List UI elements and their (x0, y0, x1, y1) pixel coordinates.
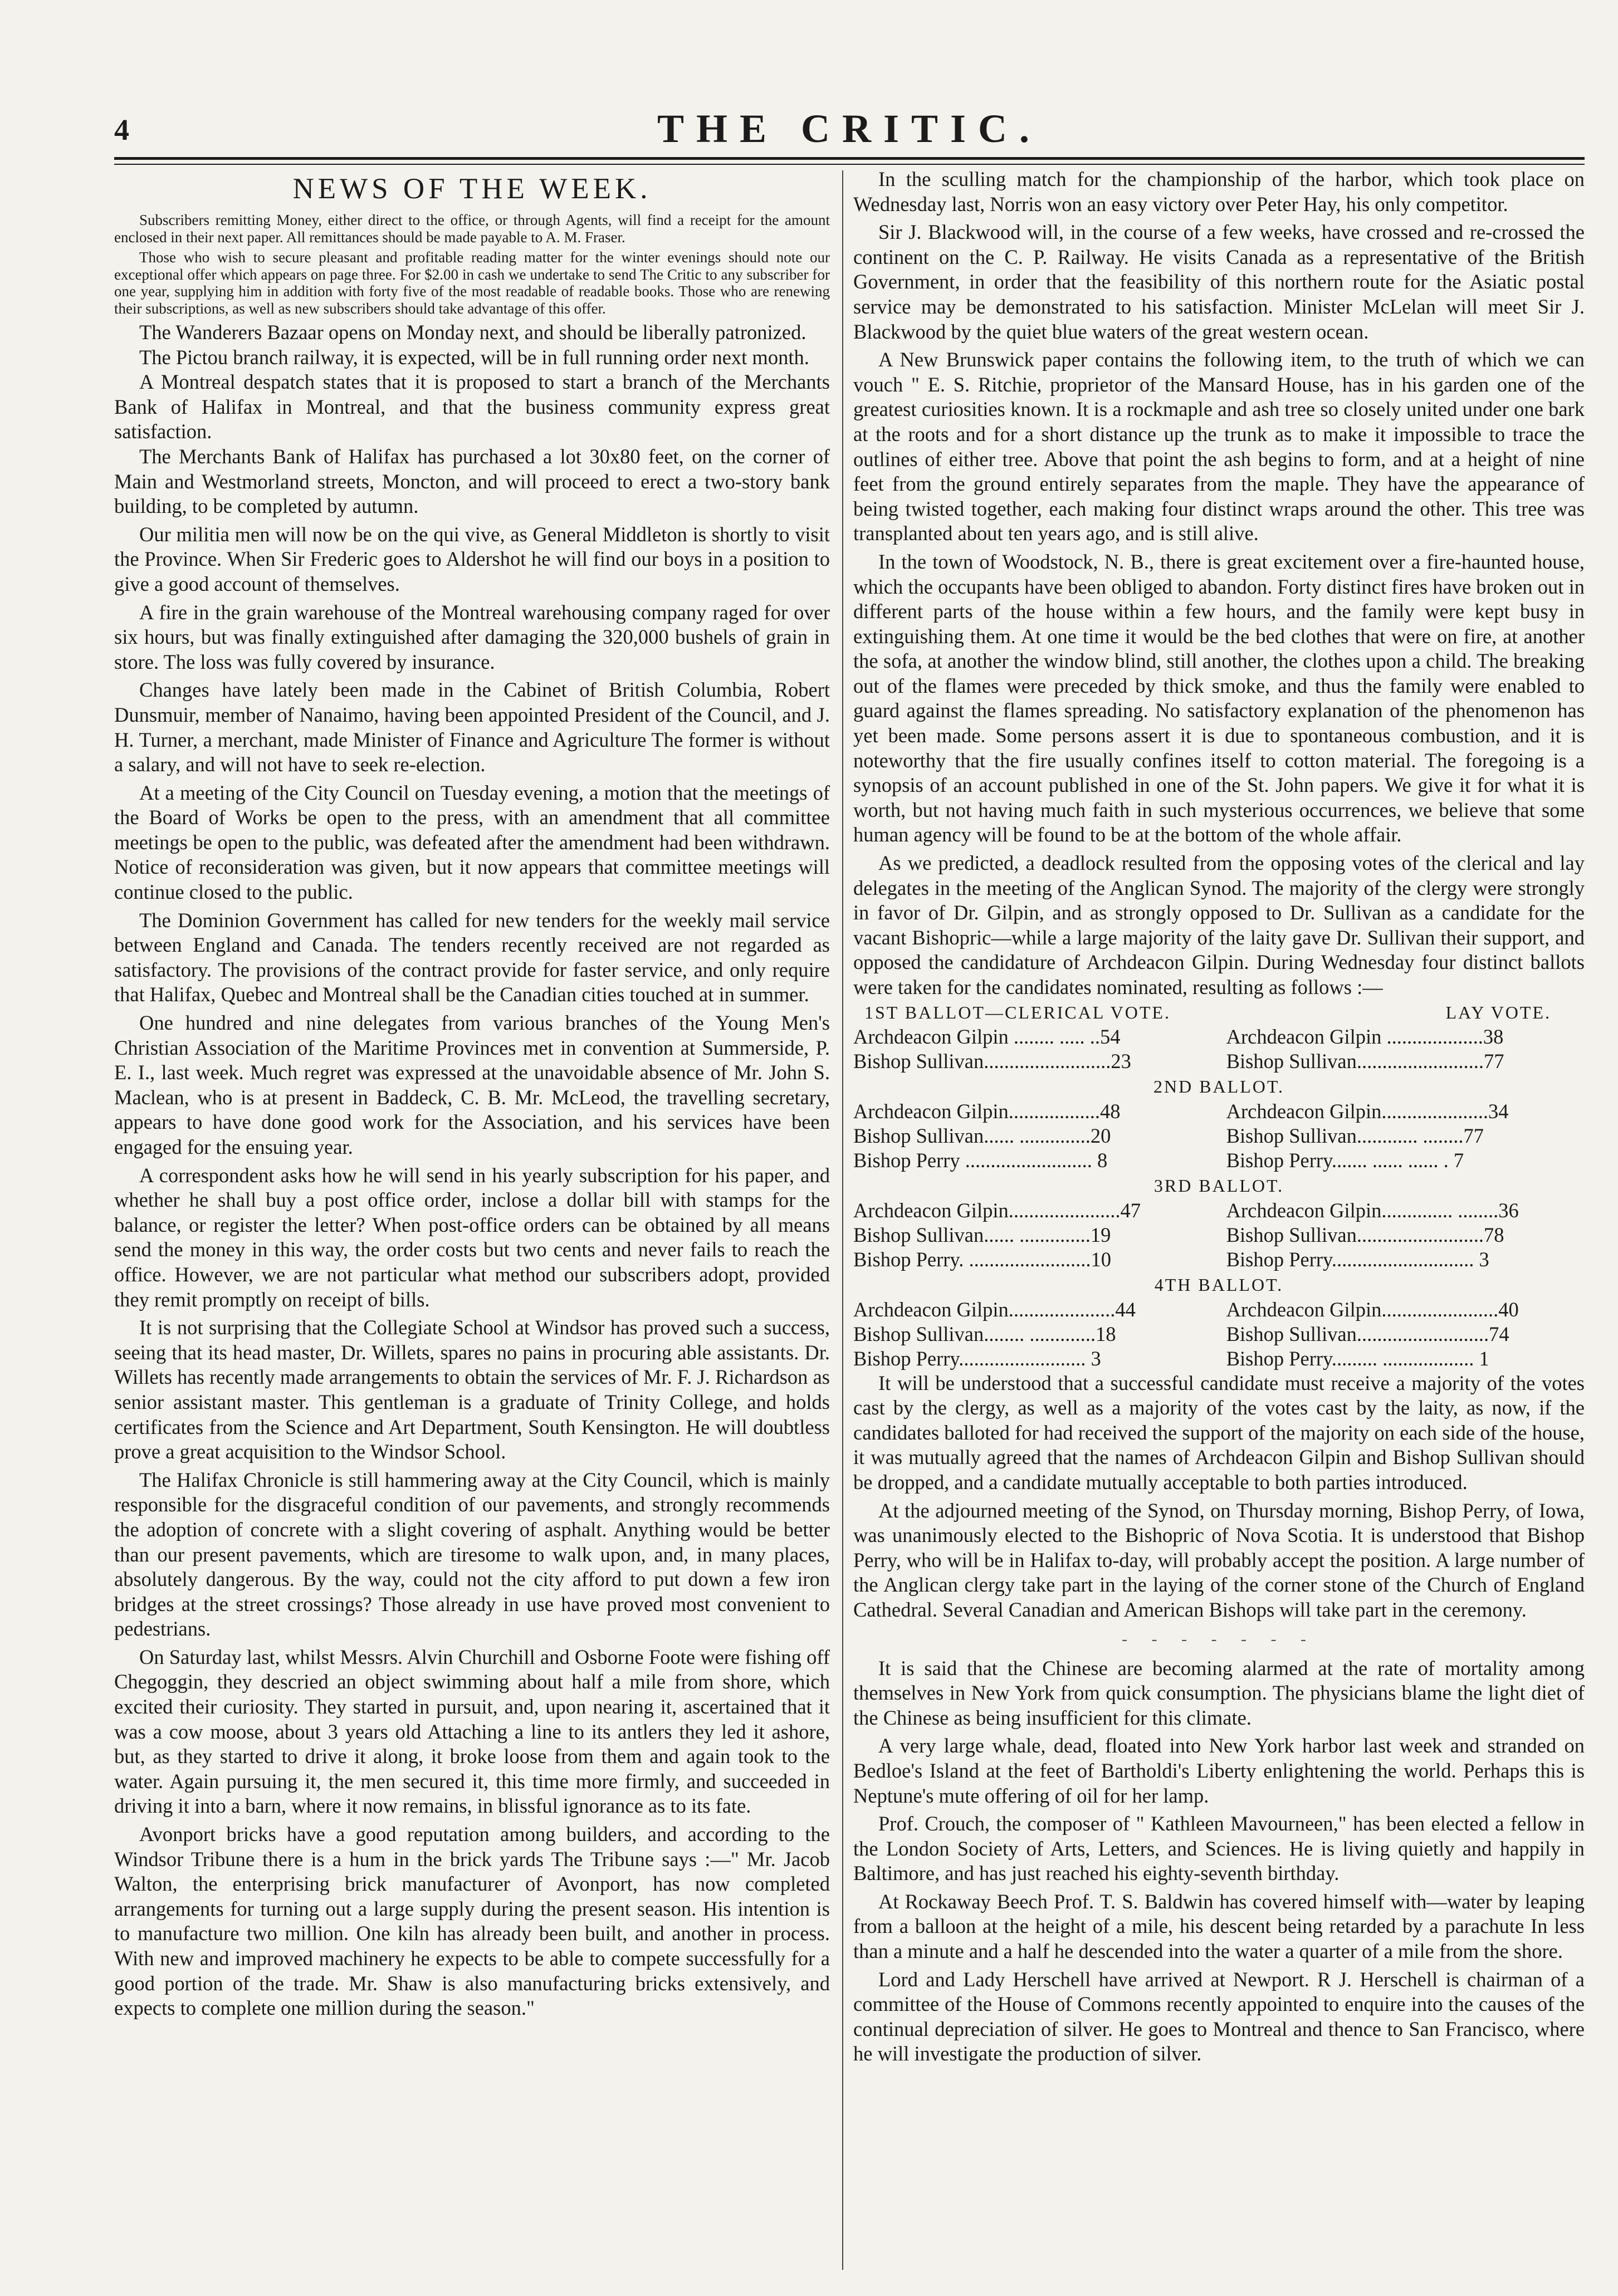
news-item: One hundred and nine delegates from various branches of the Young Men's Christian Association of the Maritime Provinces met in convention at Summerside, P. E. I., last week. Much regret was expressed at the unavoidable absence of Mr. John S. Maclean, who is at present in Baddeck, C. B. Mr. McLeod, the travelling secretary, appears to have done good work for the Association, and his services have been engaged for the ensuing year. (114, 1011, 830, 1158)
news-item: Sir J. Blackwood will, in the course of a few weeks, have crossed and re-crossed the continent on the C. P. Railway. He visits Canada as a representative of the British Government, in order that the feasibility of this northern route for the Asiatic postal service may be demonstrated to his satisfaction. Minister McLelan will meet Sir J. Blackwood by the quiet blue waters of the great western ocean. (853, 221, 1585, 343)
ballot-label: 3RD BALLOT. (1153, 1175, 1284, 1196)
news-item: It is said that the Chinese are becoming alarmed at the rate of mortality among themselves in New York from quick consumption. The physicians blame the light diet of the Chinese as being insufficient for this climate. (853, 1656, 1585, 1729)
news-item: A fire in the grain warehouse of the Montreal warehousing company raged for over six hours, but was finally extinguished after damaging the 320,000 bushels of grain in store. The loss was fully covered by insurance. (114, 600, 830, 673)
ballot-row (853, 1198, 1585, 1223)
ballot-cell: Bishop Perry......... .................. 1 (1226, 1347, 1489, 1370)
ballot-cell: Bishop Sullivan.........................23 (853, 1049, 1131, 1073)
news-item: It will be understood that a successful candidate must receive a majority of the votes cast by the clergy, as well as a majority of the votes cast by the laity, as now, if the candidates balloted for had received the support of the majority on each side of the house, it was mutually agreed that the names of Archdeacon Gilpin and Bishop Sullivan should be dropped, and a candidate mutually acceptable to both parties introduced. (853, 1371, 1585, 1494)
ballot-cell: Archdeacon Gilpin.....................44 (853, 1298, 1136, 1321)
news-item: A correspondent asks how he will send in his yearly subscription for his paper, and whether he shall buy a post office order, inclose a dollar bill with stamps for the balance, or register the letter? When post-office orders can be obtained by all means send the money in this way, the order costs but two cents and never fails to reach the office. However, we are not particular what method our subscribers adopt, provided they remit promptly on receipt of bills. (114, 1163, 830, 1311)
ballot-cell: Bishop Sullivan...... ..............20 (853, 1124, 1111, 1147)
page-number: 4 (114, 113, 129, 146)
ballot-row (853, 1247, 1585, 1272)
ballot-row (853, 1298, 1585, 1322)
ballot-cell: Archdeacon Gilpin.....................34 (1226, 1099, 1509, 1123)
header-rule-thick (114, 157, 1585, 160)
news-item: A very large whale, dead, floated into New York harbor last week and stranded on Bedloe's Island at the feet of Bartholdi's Liberty enlightening the world. Perhaps this is Neptune's mute offering of oil for her lamp. (853, 1734, 1585, 1807)
left-column (114, 167, 830, 2021)
ballot-label: 2ND BALLOT. (1153, 1076, 1285, 1096)
ballot-label: 4TH BALLOT. (1154, 1274, 1284, 1295)
ballot-cell: Bishop Perry......................... 3 (853, 1347, 1101, 1370)
page-header (114, 106, 1585, 156)
news-item: Our militia men will now be on the qui vive, as General Middleton is shortly to visit the Province. When Sir Frederic goes to Aldershot he will find our boys in a position to give a good account of themselves. (114, 522, 830, 595)
ballot-cell: Archdeacon Gilpin..................48 (853, 1099, 1121, 1123)
ballot-row (853, 1099, 1585, 1124)
ballot-cell: Archdeacon Gilpin......................47 (853, 1198, 1141, 1222)
ballot-row (853, 1322, 1585, 1347)
ballot-cell: Archdeacon Gilpin ...................38 (1226, 1025, 1504, 1048)
news-item: On Saturday last, whilst Messrs. Alvin Churchill and Osborne Foote were fishing off Chegoggin, they descried an object swimming about half a mile from shore, which excited their curiosity. They started in pursuit, and, upon nearing it, ascertained that it was a cow moose, about 3 years old Attaching a line to its antlers they led it ashore, but, as they started to drive it along, it broke loose from them and again took to the water. Again pursuing it, the men secured it, this time more firmly, and succeeded in driving it into a barn, where it now remains, in blissful ignorance as to its fate. (114, 1645, 830, 1818)
ballot-cell: Bishop Sullivan...... ..............19 (853, 1223, 1111, 1246)
news-item: In the town of Woodstock, N. B., there is great excitement over a fire-haunted house, which the occupants have been obliged to abandon. Forty distinct fires have broken out in different parts of the house within a few hours, and the family were kept busy in extinguishing them. At one time it would be the bed clothes that were on fire, at another the sofa, at another the window blind, still another, the clothes upon a child. The breaking out of the flames were preceded by thick smoke, and thus the family were enabled to guard against the flames spreading. No satisfactory explanation of the phenomenon has yet been made. Some persons assert it is due to spontaneous combustion, and it is noteworthy that the fire usually confines itself to cotton material. The foregoing is a synopsis of an account published in one of the St. John papers. We give it for what it is worth, but not having much faith in such mysterious occurrences, we believe that some human agency will be found to be at the bottom of the whole affair. (853, 550, 1585, 846)
ballot-table (853, 1000, 1585, 1371)
news-item: In the sculling match for the championship of the harbor, which took place on Wednesday last, Norris won an easy victory over Peter Hay, his only competitor. (853, 168, 1585, 216)
news-item: Prof. Crouch, the composer of " Kathleen Mavourneen," has been elected a fellow in the London Society of Arts, Letters, and Sciences. He is living quietly and happily in Baltimore, and has just reached his eighty-seventh birthday. (853, 1812, 1585, 1885)
ballot-cell: Archdeacon Gilpin.............. ........36 (1226, 1198, 1519, 1222)
ballot-header-right: LAY VOTE. (1445, 1002, 1551, 1022)
news-item: The Dominion Government has called for new tenders for the weekly mail service between England and Canada. The tenders recently received are not regarded as satisfactory. The provisions of the contract provide for faster service, and only require that Halifax, Quebec and Montreal shall be the Canadian cities touched at in summer. (114, 908, 830, 1006)
ballot-cell: Archdeacon Gilpin.......................40 (1226, 1298, 1519, 1321)
section-separator: - - - - - - - (1122, 1629, 1316, 1648)
news-item: The Halifax Chronicle is still hammering away at the City Council, which is mainly responsible for the disgraceful condition of our pavements, and strongly recommends the adoption of concrete with a slight covering of asphalt. Anything would be better than our present pavements, which are tiresome to walk upon, and, in many places, absolutely dangerous. By the way, could not the city afford to put down a few iron bridges at the street crossings? Those already in use have proved most convenient to pedestrians. (114, 1468, 830, 1641)
ballot-cell: Bishop Perry....... ...... ...... . 7 (1226, 1148, 1464, 1172)
ballot-row (853, 1049, 1585, 1074)
ballot-row (853, 1148, 1585, 1173)
news-item: A New Brunswick paper contains the following item, to the truth of which we can vouch " E. S. Ritchie, proprietor of the Mansard House, has in his garden one of the greatest curiosities known. It is a rockmaple and ash tree so closely united under one bark at the roots and for a short distance up the trunk as to make it impossible to trace the outlines of either tree. Above that point the ash begins to form, and at a height of nine feet from the ground entirely separates from the maple. They have the appearance of being twisted together, each making four distinct wraps around the other. This tree was transplanted about ten years ago, and is still alive. (853, 348, 1585, 545)
ballot-cell: Bishop Perry. ........................10 (853, 1247, 1112, 1271)
news-item: At a meeting of the City Council on Tuesday evening, a motion that the meetings of the Board of Works be open to the press, with an amendment that all committee meetings be open to the public, was defeated after the amendment had been withdrawn. Notice of reconsideration was given, but it now appears that committee meetings will continue closed to the public. (114, 781, 830, 904)
right-column (853, 167, 1585, 2067)
news-item: The Wanderers Bazaar opens on Monday next, and should be liberally patronized. (139, 321, 806, 344)
news-item: A Montreal despatch states that it is proposed to start a branch of the Merchants Bank of Halifax in Montreal, and that the business community express great satisfaction. (114, 370, 830, 443)
ballot-cell: Bishop Perry............................ 3 (1226, 1247, 1489, 1271)
news-item: The Pictou branch railway, it is expected, will be in full running order next month. (139, 345, 809, 369)
ballot-header-left: 1ST BALLOT—CLERICAL VOTE. (864, 1002, 1171, 1022)
notice: Those who wish to secure pleasant and profitable reading matter for the winter evenings should note our exceptional offer which appears on page three. For $2.00 in cash we undertake to send The Critic to any subscriber for one year, supplying him in addition with forty five of the most readable of readable books. Those who are renewing their subscriptions, as well as new subscribers should take advantage of this offer. (114, 249, 830, 317)
news-item: At the adjourned meeting of the Synod, on Thursday morning, Bishop Perry, of Iowa, was unanimously elected to the Bishopric of Nova Scotia. It is understood that Bishop Perry, who will be in Halifax to-day, will probably accept the position. A large number of the Anglican clergy take part in the laying of the corner stone of the Church of England Cathedral. Several Canadian and American Bishops will take part in the ceremony. (853, 1499, 1585, 1621)
news-item: As we predicted, a deadlock resulted from the opposing votes of the clerical and lay delegates in the meeting of the Anglican Synod. The majority of the clergy were strongly in favor of Dr. Gilpin, and as strongly opposed to Dr. Sullivan as a candidate for the vacant Bishopric—while a large majority of the laity gave Dr. Sullivan their support, and opposed the candidature of Archdeacon Gilpin. During Wednesday four distinct ballots were taken for the candidates nominated, resulting as follows :— (853, 851, 1585, 998)
header-rule-thin (114, 164, 1585, 165)
masthead: THE CRITIC. (657, 106, 1042, 151)
ballot-cell: Bishop Sullivan........ .............18 (853, 1322, 1116, 1345)
ballot-row (853, 1223, 1585, 1247)
ballot-row (853, 1124, 1585, 1148)
ballot-cell: Bishop Sullivan..........................74 (1226, 1322, 1509, 1345)
notice: Subscribers remitting Money, either direct to the office, or through Agents, will find a receipt for the amount enclosed in their next paper. All remittances should be made payable to A. M. Fraser. (114, 212, 830, 246)
ballot-row (853, 1347, 1585, 1371)
news-item: Lord and Lady Herschell have arrived at Newport. R J. Herschell is chairman of a committee of the House of Commons recently appointed to enquire into the causes of the continual depreciation of silver. He goes to Montreal and thence to San Francisco, where he will investigate the production of silver. (853, 1967, 1585, 2065)
column-divider (842, 170, 843, 2270)
ballot-cell: Bishop Sullivan............ ........77 (1226, 1124, 1484, 1147)
news-item: It is not surprising that the Collegiate School at Windsor has proved such a success, seeing that its head master, Dr. Willets, spares no pains in procuring able assistants. Dr. Willets has recently made arrangements to obtain the services of Mr. F. J. Richardson as senior assistant master. This gentleman is a graduate of Trinity College, and holds certificates from the Science and Art Department, South Kensington. He will doubtless prove a great acquisition to the Windsor School. (114, 1316, 830, 1463)
news-item: Changes have lately been made in the Cabinet of British Columbia, Robert Dunsmuir, member of Nanaimo, having been appointed President of the Council, and J. H. Turner, a merchant, made Minister of Finance and Agriculture The former is without a salary, and will not have to seek re-election. (114, 678, 830, 776)
ballot-header (853, 1000, 1585, 1025)
news-item: Avonport bricks have a good reputation among builders, and according to the Windsor Tribune there is a hum in the brick yards The Tribune says :—" Mr. Jacob Walton, the enterprising brick manufacturer of Avonport, has now completed arrangements for turning out a large supply during the present season. His intention is to manufacture two million. One kiln has already been built, and another in process. With new and improved machinery he expects to be able to compete successfully for a good portion of the trade. Mr. Shaw is also manufacturing bricks extensively, and expects to complete one million during the season." (114, 1823, 830, 2020)
ballot-cell: Bishop Sullivan.........................77 (1226, 1049, 1504, 1073)
ballot-row (853, 1025, 1585, 1049)
ballot-cell: Archdeacon Gilpin ........ ..... ..54 (853, 1025, 1121, 1048)
news-item: The Merchants Bank of Halifax has purchased a lot 30x80 feet, on the corner of Main and Westmorland streets, Moncton, and will proceed to erect a two-story bank building, to be completed by autumn. (114, 444, 830, 518)
ballot-cell: Bishop Sullivan.........................78 (1226, 1223, 1504, 1246)
news-item: At Rockaway Beech Prof. T. S. Baldwin has covered himself with—water by leaping from a balloon at the height of a mile, his descent being retarded by a parachute In less than a minute and a half he descended into the water a quarter of a mile from the shore. (853, 1889, 1585, 1963)
ballot-cell: Bishop Perry ......................... 8 (853, 1148, 1108, 1172)
section-title: NEWS OF THE WEEK. (292, 173, 652, 205)
